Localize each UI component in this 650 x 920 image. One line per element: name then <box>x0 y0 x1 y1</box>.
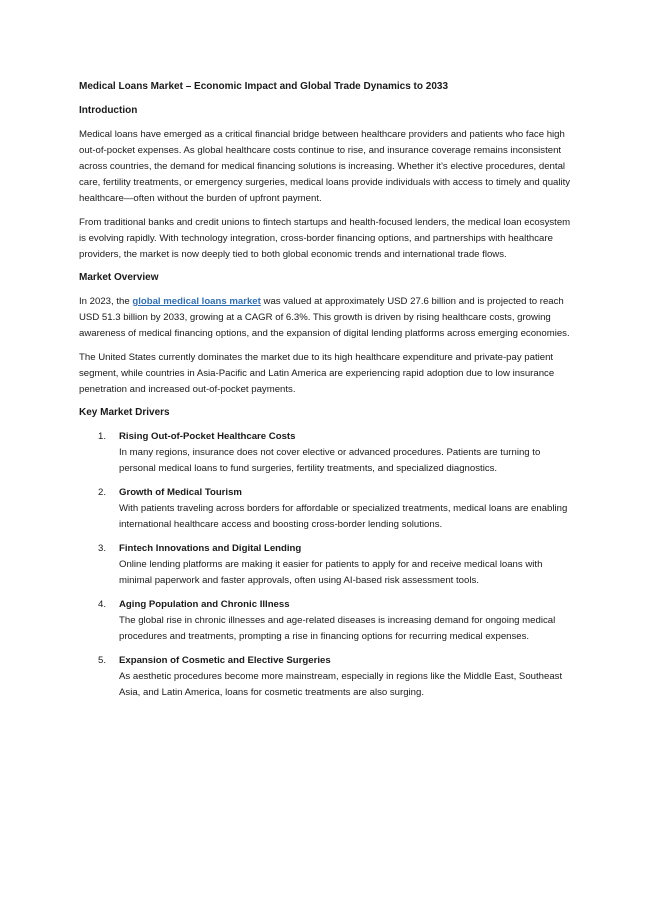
key-market-drivers-heading: Key Market Drivers <box>79 407 170 418</box>
introduction-paragraph-2: From traditional banks and credit unions to fintech startups and health-focused lenders, the medical loan ecosystem is evolving rapidly. With technology integration, cross-border financing options, and partnerships with healthcare providers, the market is now deeply tied to both global economic trends and international trade flows. <box>79 217 571 260</box>
market-overview-text-after: was valued at approximately USD 27.6 billion and is projected to reach USD 51.3 billion by 2033, growing at a CAGR of 6.3%. This growth is driven by rising healthcare costs, growing awareness of medical financing options, and the expansion of digital lending platforms across emerging economies. <box>79 296 570 339</box>
driver-title: Aging Population and Chronic Illness <box>119 599 290 610</box>
driver-title: Fintech Innovations and Digital Lending <box>119 543 302 554</box>
list-item <box>79 653 575 701</box>
list-item <box>79 485 575 533</box>
driver-description: With patients traveling across borders for affordable or specialized treatments, medical loans are enabling international healthcare access and boosting cross-border lending solutions. <box>119 503 568 530</box>
list-item-number: 3. <box>98 543 107 554</box>
document-body <box>79 80 575 709</box>
global-medical-loans-market-link[interactable]: global medical loans market <box>132 296 261 307</box>
list-item-number: 5. <box>98 655 107 666</box>
introduction-heading: Introduction <box>79 105 138 116</box>
list-item <box>79 429 575 477</box>
driver-description: As aesthetic procedures become more mainstream, especially in regions like the Middle East, Southeast Asia, and Latin America, loans for cosmetic treatments are also surging. <box>119 671 563 698</box>
market-overview-paragraph-1 <box>79 294 575 342</box>
driver-title: Rising Out-of-Pocket Healthcare Costs <box>119 431 296 442</box>
list-item <box>79 541 575 589</box>
list-item-number: 2. <box>98 487 107 498</box>
driver-description: In many regions, insurance does not cover elective or advanced procedures. Patients are turning to personal medical loans to fund surgeries, fertility treatments, and specialized diagnostics. <box>119 447 541 474</box>
driver-description: Online lending platforms are making it easier for patients to apply for and receive medical loans with minimal paperwork and faster approvals, often using AI-based risk assessment tools. <box>119 559 543 586</box>
driver-description: The global rise in chronic illnesses and age-related diseases is increasing demand for ongoing medical procedures and treatments, prompting a rise in financing options for recurring medical expenses. <box>119 615 556 642</box>
market-overview-paragraph-2: The United States currently dominates the market due to its high healthcare expenditure and private-pay patient segment, while countries in Asia-Pacific and Latin America are experiencing rapid adoption due to low insurance penetration and increased out-of-pocket payments. <box>79 352 555 395</box>
driver-title: Expansion of Cosmetic and Elective Surgeries <box>119 655 331 666</box>
introduction-paragraph-1: Medical loans have emerged as a critical financial bridge between healthcare providers and patients who face high out-of-pocket expenses. As global healthcare costs continue to rise, and insurance coverage remains inconsistent across countries, the demand for medical financing solutions is increasing. Whether it's elective procedures, dental care, fertility treatments, or emergency surgeries, medical loans provide individuals with access to timely and quality healthcare—often without the burden of upfront payment. <box>79 129 571 204</box>
driver-title: Growth of Medical Tourism <box>119 487 242 498</box>
list-item-number: 4. <box>98 599 107 610</box>
list-item-number: 1. <box>98 431 107 442</box>
market-overview-heading: Market Overview <box>79 272 159 283</box>
list-item <box>79 597 575 645</box>
document-title: Medical Loans Market – Economic Impact and Global Trade Dynamics to 2033 <box>79 81 449 92</box>
market-overview-text-before: In 2023, the <box>79 296 133 307</box>
drivers-list <box>79 429 575 701</box>
